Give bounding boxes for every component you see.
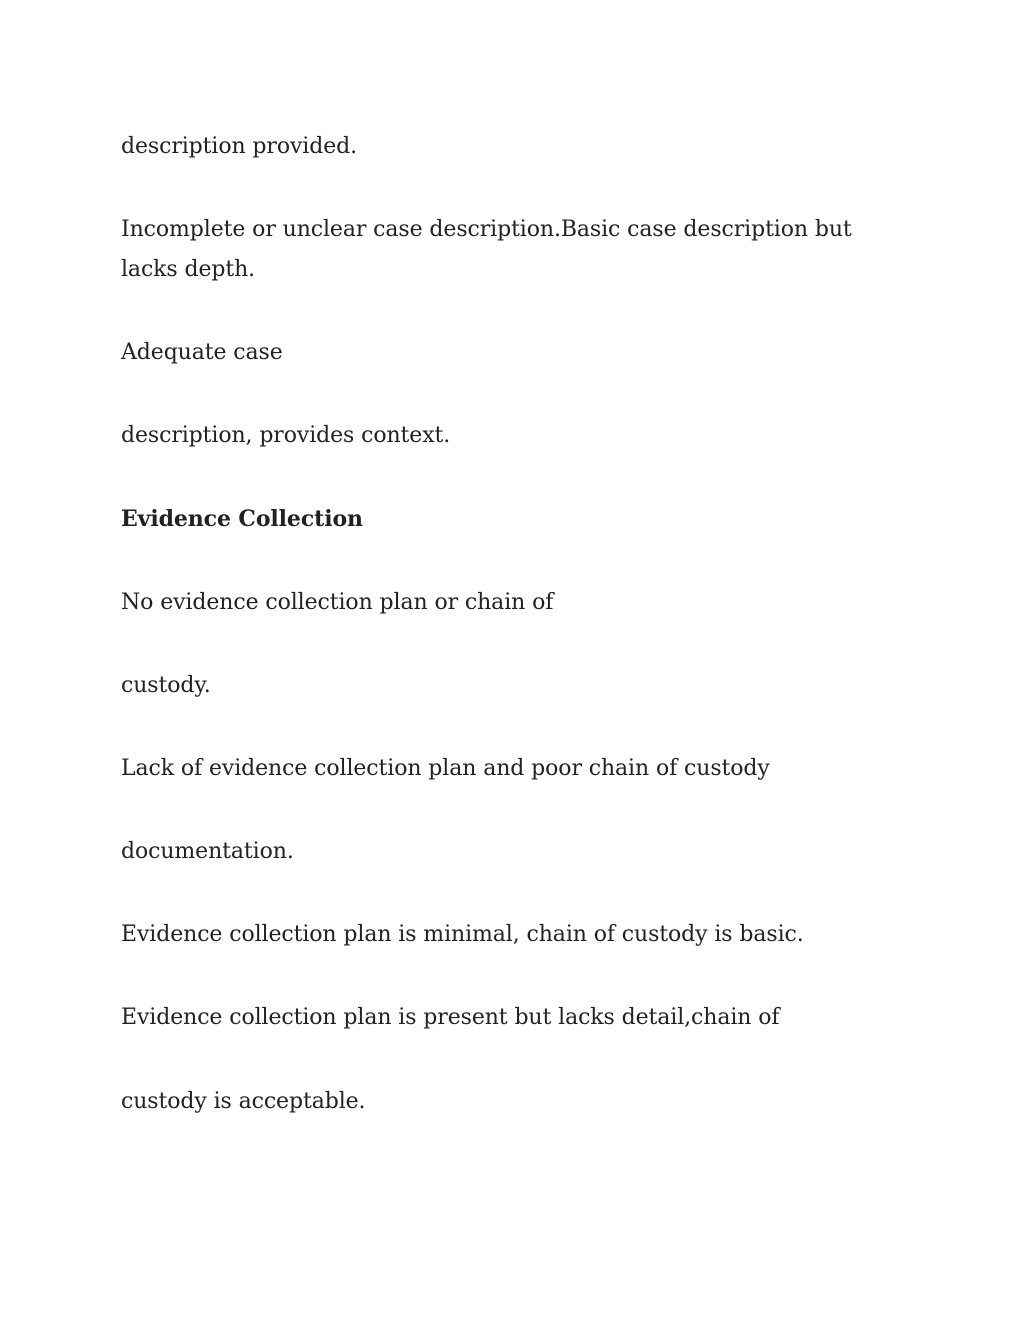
paragraph: Lack of evidence collection plan and poor chain of custody: [121, 756, 770, 781]
paragraph: Adequate case: [121, 340, 283, 365]
section-heading: Evidence Collection: [121, 506, 363, 532]
paragraph: Evidence collection plan is minimal, chain of custody is basic.: [121, 922, 804, 947]
paragraph: Incomplete or unclear case description.Basic case description but lacks depth.: [121, 217, 852, 282]
paragraph: custody is acceptable.: [121, 1089, 366, 1114]
paragraph: No evidence collection plan or chain of: [121, 590, 554, 615]
paragraph: custody.: [121, 673, 211, 698]
paragraph: Evidence collection plan is present but lacks detail,chain of: [121, 1005, 780, 1030]
paragraph: documentation.: [121, 839, 294, 864]
paragraph: description, provides context.: [121, 423, 451, 448]
paragraph: description provided.: [121, 134, 358, 159]
